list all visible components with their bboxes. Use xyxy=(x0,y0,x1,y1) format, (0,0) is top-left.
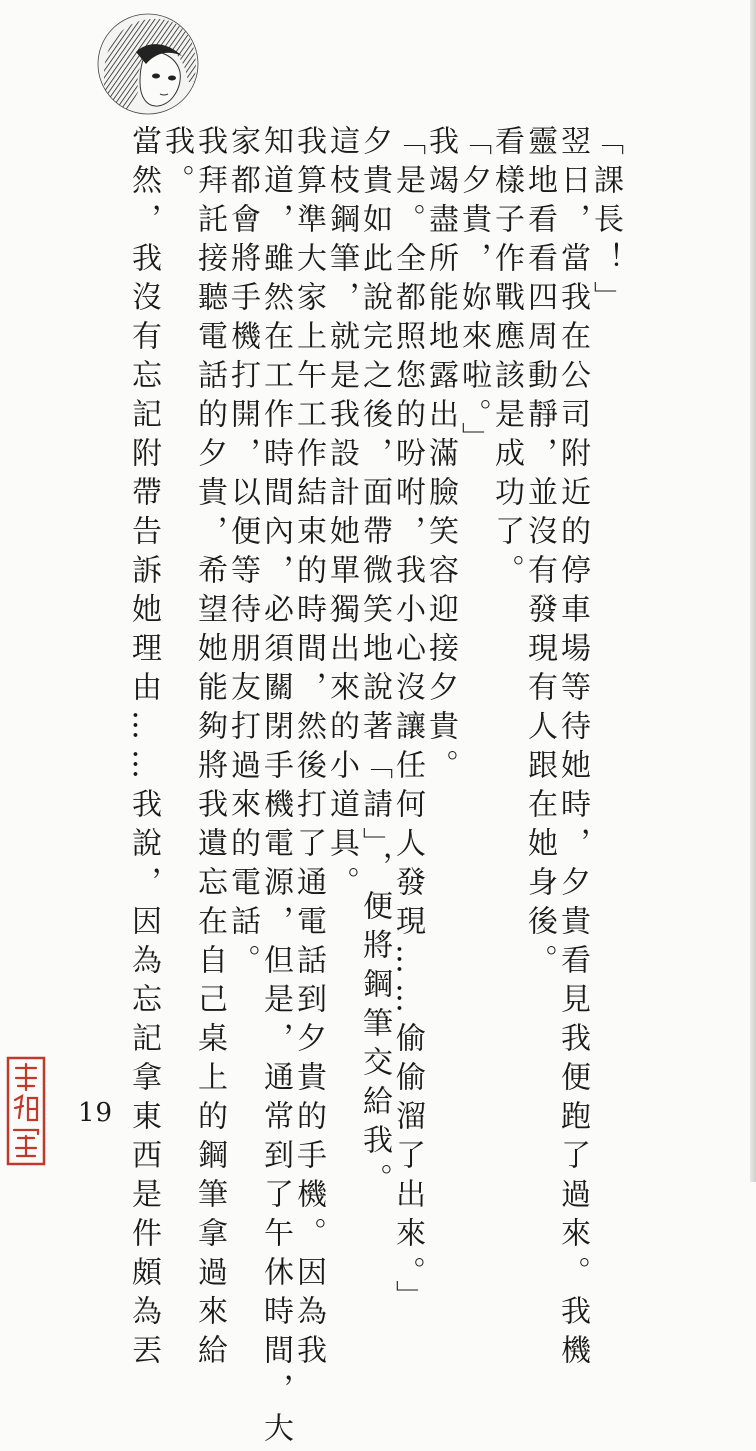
vertical-text-body xyxy=(120,125,623,1451)
text-column: 我算準大家上午工作結束的時間，然後打了通電話到夕貴的手機。因為我 xyxy=(291,125,326,1373)
text-column: 「課長！」 xyxy=(588,125,623,320)
text-column: 夕貴如此說完之後，面帶微笑地說著「請」，便將鋼筆交給我。 xyxy=(357,125,392,1202)
text-column: 靈地看看四周動靜，並沒有發現有人跟在她身後。 xyxy=(522,125,557,983)
text-column: 我拜託接聽電話的夕貴，希望她能夠將我遺忘在自己桌上的鋼筆拿過來給 xyxy=(192,125,227,1373)
text-column: 家都會將手機打開，以便等待朋友打過來的電話。 xyxy=(225,125,260,983)
text-column: 我竭盡所能地露出滿臉笑容迎接夕貴。 xyxy=(423,125,458,788)
text-column: 我。 xyxy=(159,125,194,203)
text-column: 這枝鋼筆，就是我設計她單獨出來的小道具。 xyxy=(324,125,359,905)
text-column: 看樣子作戰應該是成功了。 xyxy=(489,125,524,593)
text-column: 當然，我沒有忘記附帶告訴她理由……我說，因為忘記拿東西是件頗為丟 xyxy=(126,125,161,1373)
text-column: 翌日，當我在公司附近的停車場等待她時，夕貴看見我便跑了過來。我機 xyxy=(555,125,590,1373)
text-column: 「是。全都照您的吩咐，我小心沒讓任何人發現……偷偷溜了出來。」 xyxy=(390,125,425,1319)
seal-stamp-icon xyxy=(6,1056,46,1166)
page-number: 19 xyxy=(78,1098,114,1128)
text-column: 知道，雖然在工作時間內，必須關閉手機電源，但是，通常到了午休時間，大 xyxy=(258,125,293,1451)
character-portrait-icon xyxy=(96,12,200,116)
page-edge xyxy=(750,0,756,1182)
text-column: 「夕貴，妳來啦。」 xyxy=(456,125,491,461)
